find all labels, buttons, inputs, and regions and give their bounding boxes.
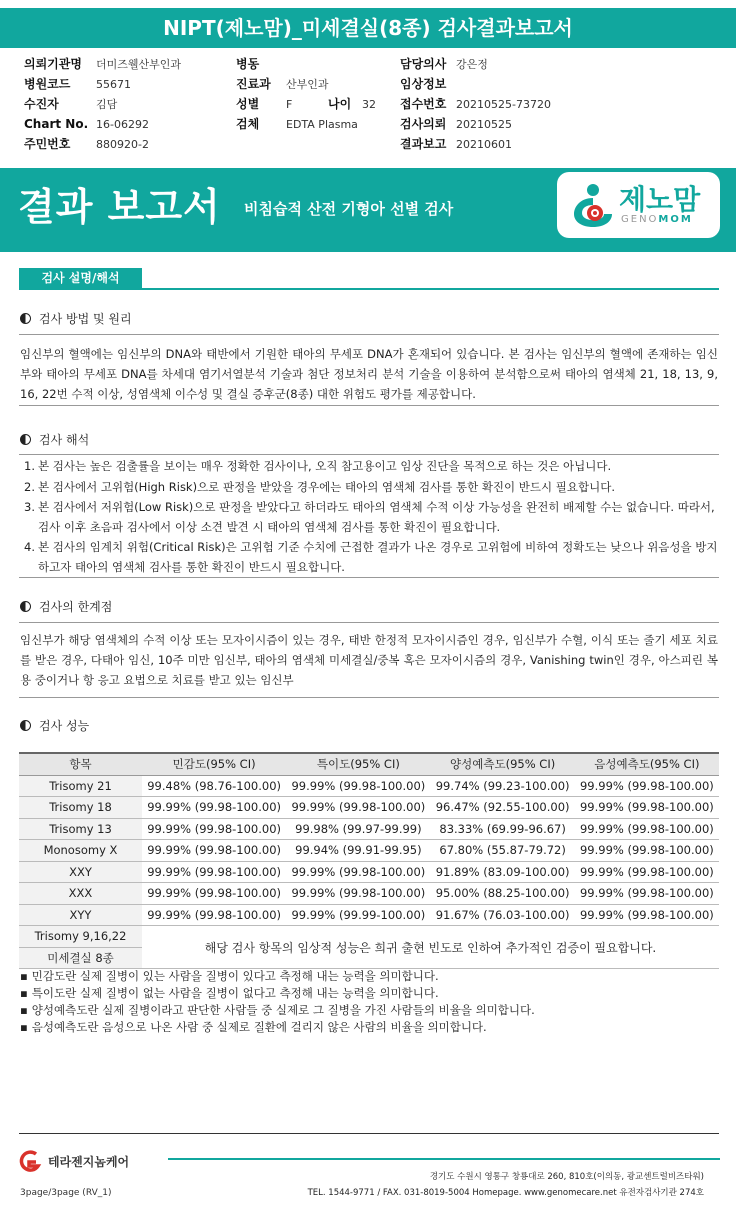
genomom-logo-icon <box>571 182 615 228</box>
table-row <box>19 861 719 883</box>
info-label: 임상정보 <box>400 77 447 91</box>
item-number: 1. <box>24 459 35 473</box>
info-value: 김담 <box>96 98 118 111</box>
divider <box>19 454 719 455</box>
list-item <box>24 498 718 537</box>
item-number: 4. <box>24 540 35 554</box>
half-circle-icon <box>20 720 31 731</box>
table-note-cell: 해당 검사 항목의 임상적 성능은 희귀 출현 빈도로 인하여 추가적인 검증이 필요합니다. <box>142 926 719 969</box>
column-header: 민감도(95% CI) <box>142 753 286 775</box>
divider <box>19 577 719 578</box>
table-row <box>19 926 719 948</box>
report-title: NIPT(제노맘)_미세결실(8종) 검사결과보고서 <box>163 16 573 40</box>
page-number: 3page/3page (RV_1) <box>20 1188 112 1198</box>
perf-heading <box>20 717 89 734</box>
table-cell: XYY <box>19 904 142 926</box>
info-row <box>236 114 376 134</box>
info-label: 검사의뢰 <box>400 117 447 131</box>
list-item <box>24 457 718 477</box>
table-cell: 67.80% (55.87-79.72) <box>431 840 575 862</box>
info-label: 병동 <box>236 57 260 71</box>
logo-en-part: GENO <box>621 214 659 225</box>
table-cell: Trisomy 18 <box>19 797 142 819</box>
table-cell: 99.94% (99.91-99.95) <box>286 840 430 862</box>
info-value: 더미즈웰산부인과 <box>96 58 182 71</box>
table-cell: Trisomy 9,16,22 <box>19 926 142 948</box>
logo-text: 제노맘 <box>619 183 701 216</box>
banner-subtitle: 비침습적 산전 기형아 선별 검사 <box>244 200 454 218</box>
table-row <box>19 904 719 926</box>
section-tab: 검사 설명/해석 <box>19 268 142 288</box>
info-column-1 <box>24 54 181 154</box>
item-number: 2. <box>24 479 35 494</box>
column-header: 특이도(95% CI) <box>286 753 430 775</box>
info-value: 20210601 <box>456 138 512 151</box>
patient-info <box>24 54 724 154</box>
banner-title: 결과 보고서 <box>18 185 221 229</box>
column-header: 음성예측도(95% CI) <box>575 753 719 775</box>
info-row <box>400 94 551 114</box>
table-cell: XXX <box>19 883 142 905</box>
list-item <box>24 478 718 498</box>
info-label: 성별 <box>236 97 260 111</box>
interp-list <box>24 457 718 578</box>
table-cell: 99.99% (99.98-100.00) <box>575 840 719 862</box>
info-value: 20210525 <box>456 118 512 131</box>
table-cell: 99.99% (99.98-100.00) <box>575 797 719 819</box>
table-cell: 91.89% (83.09-100.00) <box>431 861 575 883</box>
table-cell: 95.00% (88.25-100.00) <box>431 883 575 905</box>
info-label: 수진자 <box>24 97 59 111</box>
info-value: 20210525-73720 <box>456 98 551 111</box>
column-header: 양성예측도(95% CI) <box>431 753 575 775</box>
info-label: 의뢰기관명 <box>24 57 82 71</box>
divider <box>19 697 719 698</box>
info-row <box>24 114 181 134</box>
table-cell: 99.74% (99.23-100.00) <box>431 775 575 797</box>
table-cell: 83.33% (69.99-96.67) <box>431 818 575 840</box>
info-row <box>400 134 551 154</box>
limits-paragraph: 임신부가 해당 염색체의 수적 이상 또는 모자이시즘이 있는 경우, 태반 한정적 모자이시즘인 경우, 임신부가 수혈, 이식 또는 줄기 세포 치료를 받은 경우, 다태아 임신, 10주 미만 임신부, 태아의 염색체 미세결실/중복 혹은 모자이시즘의 경우, Vanishing twin인 경우, 아스피린 복용 중이거나 항 응고 요법으로 치료를 받고 있는 임신부 <box>20 633 718 687</box>
table-cell: 99.99% (99.98-100.00) <box>142 861 286 883</box>
item-text: 본 검사에서 고위험(High Risk)으로 판정을 받았을 경우에는 태아의 염색체 검사를 통한 확진이 반드시 필요합니다. <box>38 479 615 494</box>
half-circle-icon <box>20 434 31 445</box>
heading-text: 검사 해석 <box>39 433 90 447</box>
interp-heading <box>20 431 89 448</box>
table-row <box>19 840 719 862</box>
table-row <box>19 775 719 797</box>
info-label: 접수번호 <box>400 97 447 111</box>
half-circle-icon <box>20 601 31 612</box>
table-cell: 99.99% (99.98-100.00) <box>286 883 430 905</box>
table-cell: 91.67% (76.03-100.00) <box>431 904 575 926</box>
info-row <box>24 134 181 154</box>
table-cell: 99.99% (99.98-100.00) <box>575 818 719 840</box>
table-cell: 96.47% (92.55-100.00) <box>431 797 575 819</box>
item-number: 3. <box>24 500 35 514</box>
info-label: 담당의사 <box>400 57 447 71</box>
info-row <box>24 54 181 74</box>
item-text: 본 검사에서 저위험(Low Risk)으로 판정을 받았다고 하더라도 태아의 염색체 수적 이상 가능성을 완전히 배제할 수는 없습니다. 따라서, 검사 이후 초음파 검사에서 이상 소견 발견 시 태아의 염색체 검사를 통한 확진이 필요합니다. <box>38 500 715 534</box>
info-value: 55671 <box>96 78 131 91</box>
table-cell: 99.99% (99.98-100.00) <box>575 904 719 926</box>
table-cell: Trisomy 21 <box>19 775 142 797</box>
age-label: 나이 <box>328 97 352 111</box>
company-address: 경기도 수원시 영통구 창룡대로 260, 810호(이의동, 광교센트럴비즈타워) <box>429 1172 704 1182</box>
info-label: 결과보고 <box>400 137 447 151</box>
info-value: 강은정 <box>456 58 488 71</box>
performance-table <box>19 752 719 969</box>
info-row <box>24 94 181 114</box>
info-value: F <box>286 98 293 111</box>
table-cell: 99.99% (99.98-100.00) <box>575 883 719 905</box>
list-item: ▪ 양성예측도란 실제 질병이라고 판단한 사람들 중 실제로 그 질병을 가진 사람들의 비율을 의미합니다. <box>20 1002 720 1019</box>
table-cell: 99.99% (99.98-100.00) <box>142 797 286 819</box>
list-item: ▪ 음성예측도란 음성으로 나온 사람 중 실제로 질환에 걸리지 않은 사람의 비율을 의미합니다. <box>20 1019 720 1036</box>
divider <box>19 622 719 623</box>
info-value: 880920-2 <box>96 138 149 151</box>
genomom-logo <box>557 172 720 238</box>
heading-text: 검사의 한계점 <box>39 600 113 614</box>
info-value: EDTA Plasma <box>286 118 358 131</box>
table-header-row <box>19 753 719 775</box>
table-cell: 99.99% (99.98-100.00) <box>142 883 286 905</box>
info-row <box>400 114 551 134</box>
table-cell: 미세결실 8종 <box>19 947 142 969</box>
info-value: 16-06292 <box>96 118 149 131</box>
column-header: 항목 <box>19 753 142 775</box>
table-cell: Monosomy X <box>19 840 142 862</box>
table-row <box>19 818 719 840</box>
table-cell: 99.99% (99.98-100.00) <box>286 775 430 797</box>
info-label: Chart No. <box>24 117 89 131</box>
info-label: 병원코드 <box>24 77 71 91</box>
list-item: ▪ 민감도란 실제 질병이 있는 사람을 질병이 있다고 측정해 내는 능력을 의미합니다. <box>20 968 720 985</box>
logo-en-part: MOM <box>658 214 693 225</box>
logo-english <box>621 214 693 225</box>
table-row <box>19 883 719 905</box>
info-row <box>236 54 376 74</box>
list-item <box>24 538 718 577</box>
heading-text: 검사 방법 및 원리 <box>39 312 132 326</box>
info-column-2 <box>236 54 376 134</box>
info-row <box>24 74 181 94</box>
age-value: 32 <box>362 98 376 111</box>
half-circle-icon <box>20 313 31 324</box>
info-column-3 <box>400 54 551 154</box>
info-row <box>236 74 376 94</box>
info-value: 산부인과 <box>286 78 329 91</box>
table-cell: 99.99% (99.98-100.00) <box>286 797 430 819</box>
table-cell: 99.99% (99.98-100.00) <box>142 840 286 862</box>
divider <box>19 405 719 406</box>
table-cell: 99.99% (99.98-100.00) <box>575 775 719 797</box>
info-row <box>236 94 376 114</box>
footer-divider <box>19 1133 719 1134</box>
table-cell: Trisomy 13 <box>19 818 142 840</box>
company-logo <box>16 1150 130 1172</box>
info-label: 진료과 <box>236 77 271 91</box>
report-title-bar <box>0 8 736 48</box>
table-cell: 99.48% (98.76-100.00) <box>142 775 286 797</box>
table-cell: 99.99% (99.98-100.00) <box>575 861 719 883</box>
info-label: 주민번호 <box>24 137 71 151</box>
company-logo-icon <box>16 1150 44 1172</box>
definition-notes <box>20 968 720 1036</box>
table-cell: 99.99% (99.98-100.00) <box>142 818 286 840</box>
limits-heading <box>20 598 112 615</box>
table-cell: 99.99% (99.98-100.00) <box>142 904 286 926</box>
method-heading <box>20 310 132 327</box>
table-cell: XXY <box>19 861 142 883</box>
table-row <box>19 797 719 819</box>
table-cell: 99.99% (99.99-100.00) <box>286 904 430 926</box>
heading-text: 검사 성능 <box>39 719 90 733</box>
method-paragraph: 임신부의 혈액에는 임신부의 DNA와 태반에서 기원한 태아의 무세포 DNA가 혼재되어 있습니다. 본 검사는 임신부의 혈액에 존재하는 임신부와 태아의 무세포 DNA를 차세대 염기서열분석 기술과 첨단 정보처리 분석 기술을 이용하여 분석함으로써 태아의 염색체 21, 18, 13, 9, 16, 22번 수적 이상, 성염색체 이수성 및 결실 증후군(8종) 대한 위험도 평가를 제공합니다. <box>20 347 718 401</box>
info-row <box>400 54 551 74</box>
company-contact: TEL. 1544-9771 / FAX. 031-8019-5004 Homepage. www.genomecare.net 유전자검사기관 274호 <box>307 1188 704 1198</box>
footer-accent-line <box>168 1158 720 1160</box>
company-name: 테라젠지놈케어 <box>48 1155 130 1169</box>
info-label: 검체 <box>236 117 260 131</box>
section-divider <box>19 288 719 290</box>
table-cell: 99.99% (99.98-100.00) <box>286 861 430 883</box>
list-item: ▪ 특이도란 실제 질병이 없는 사람을 질병이 없다고 측정해 내는 능력을 의미합니다. <box>20 985 720 1002</box>
table-cell: 99.98% (99.97-99.99) <box>286 818 430 840</box>
item-text: 본 검사의 임계치 위험(Critical Risk)은 고위험 기준 수치에 근접한 결과가 나온 경우로 고위험에 비하여 정확도는 낮으나 위음성을 방지하고자 태아의 염색체 검사를 통한 확진이 반드시 필요합니다. <box>38 540 718 574</box>
divider <box>19 334 719 335</box>
info-row <box>400 74 551 94</box>
item-text: 본 검사는 높은 검출률을 보이는 매우 정확한 검사이나, 오직 참고용이고 임상 진단을 목적으로 하는 것은 아닙니다. <box>38 459 612 473</box>
